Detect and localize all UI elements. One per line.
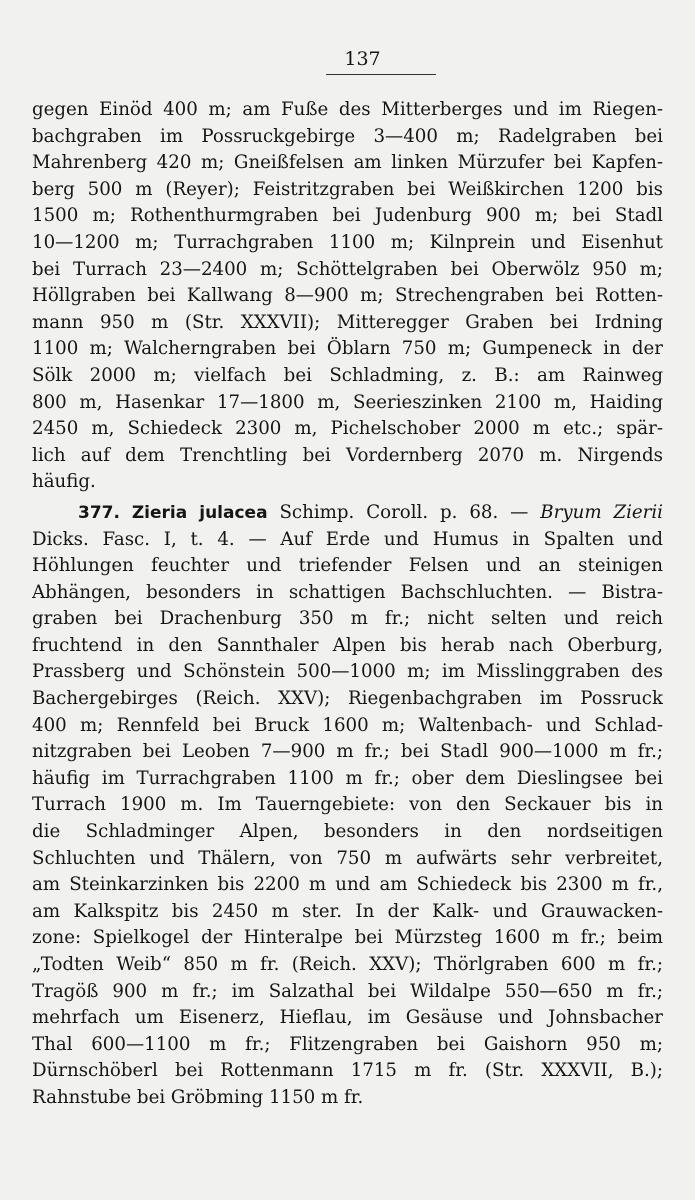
text-line: 1100 m; Walcherngraben bei Öblarn 750 m; Gumpeneck in der (32, 338, 663, 360)
text-line: 1500 m; Rothenthurmgraben bei Judenburg 900 m; bei Stadl (32, 205, 663, 227)
text-line: graben bei Drachenburg 350 m fr.; nicht selten und reich (32, 608, 663, 630)
species-number: 377. (78, 502, 120, 523)
text-line: Mahrenberg 420 m; Gneißfelsen am linken Mürzufer bei Kapfen- (32, 152, 663, 174)
page-number: 137 (344, 48, 381, 70)
text-line: 2450 m, Schiedeck 2300 m, Pichelschober 2000 m etc.; spär- (32, 418, 663, 440)
species-name: Zieria julacea (131, 502, 268, 523)
text-line: Sölk 2000 m; vielfach bei Schladming, z. B.: am Rainweg (32, 364, 663, 386)
text-line: „Todten Weib“ 850 m fr. (Reich. XXV); Thörlgraben 600 m fr.; (32, 954, 663, 975)
text-line: fruchtend in den Sannthaler Alpen bis herab nach Oberburg, (32, 634, 663, 656)
text-line: Abhängen, besonders in schattigen Bachschluchten. — Bistra- (32, 581, 663, 603)
text-line: 10—1200 m; Turrachgraben 1100 m; Kilnprein und Eisenhut (32, 231, 663, 253)
text-line: mehrfach um Eisenerz, Hieflau, im Gesäuse und Johnsbacher (32, 1007, 663, 1029)
text-line: bei Turrach 23—2400 m; Schöttelgraben bei Oberwölz 950 m; (32, 258, 663, 280)
text-line: Tragöß 900 m fr.; im Salzathal bei Wildalpe 550—650 m fr.; (32, 980, 663, 1002)
species-entry (32, 500, 663, 1112)
text-line: Bachergebirges (Reich. XXV); Riegenbachgraben im Possruck (32, 688, 663, 710)
species-heading-line (32, 500, 663, 527)
paragraph-previous-species (32, 97, 663, 496)
text-line: Dicks. Fasc. I, t. 4. — Auf Erde und Humus in Spalten und (32, 528, 663, 550)
paragraph-species-description (32, 527, 663, 1112)
text-line: zone: Spielkogel der Hinteralpe bei Mürzsteg 1600 m fr.; beim (32, 927, 663, 949)
text-line: Schluchten und Thälern, von 750 m aufwärts sehr verbreitet, (32, 847, 663, 869)
header-rule (326, 74, 436, 75)
text-line: Turrach 1900 m. Im Tauerngebiete: von den Seckauer bis in (32, 794, 663, 816)
text-line: berg 500 m (Reyer); Feistritzgraben bei Weißkirchen 1200 bis (32, 178, 663, 200)
species-synonym: Bryum Zierii (540, 501, 663, 523)
text-line: am Kalkspitz bis 2450 m ster. In der Kalk- und Grauwacken- (32, 900, 663, 922)
text-line: Prassberg und Schönstein 500—1000 m; im Misslinggraben des (32, 661, 663, 683)
species-citation: Schimp. Coroll. p. 68. — (279, 501, 529, 523)
text-line: 800 m, Hasenkar 17—1800 m, Seerieszinken 2100 m, Haiding (32, 391, 663, 413)
text-line: 400 m; Rennfeld bei Bruck 1600 m; Waltenbach- und Schlad- (32, 714, 663, 736)
text-line: mann 950 m (Str. XXXVII); Mitteregger Graben bei Irdning (32, 311, 663, 333)
text-line: Dürnschöberl bei Rottenmann 1715 m fr. (Str. XXXVII, B.); (32, 1060, 663, 1082)
text-line: Rahnstube bei Gröbming 1150 m fr. (32, 1086, 364, 1108)
text-line: Höhlungen feuchter und triefender Felsen und an steinigen (32, 555, 663, 577)
text-line: gegen Einöd 400 m; am Fuße des Mitterberges und im Riegen- (32, 99, 663, 120)
text-line: Höllgraben bei Kallwang 8—900 m; Strechengraben bei Rotten- (32, 285, 663, 307)
text-line: Thal 600—1100 m fr.; Flitzengraben bei Gaishorn 950 m; (32, 1033, 663, 1055)
text-line: häufig. (32, 471, 96, 493)
text-line: am Steinkarzinken bis 2200 m und am Schiedeck bis 2300 m fr., (32, 874, 663, 896)
page-body (32, 97, 663, 1112)
text-line: lich auf dem Trenchtling bei Vordernberg 2070 m. Nirgends (32, 444, 663, 466)
text-line: häufig im Turrachgraben 1100 m fr.; ober dem Dieslingsee bei (32, 767, 663, 789)
text-line: die Schladminger Alpen, besonders in den nordseitigen (32, 821, 663, 843)
text-line: nitzgraben bei Leoben 7—900 m fr.; bei Stadl 900—1000 m fr.; (32, 741, 663, 763)
text-line: bachgraben im Possruckgebirge 3—400 m; Radelgraben bei (32, 125, 663, 147)
